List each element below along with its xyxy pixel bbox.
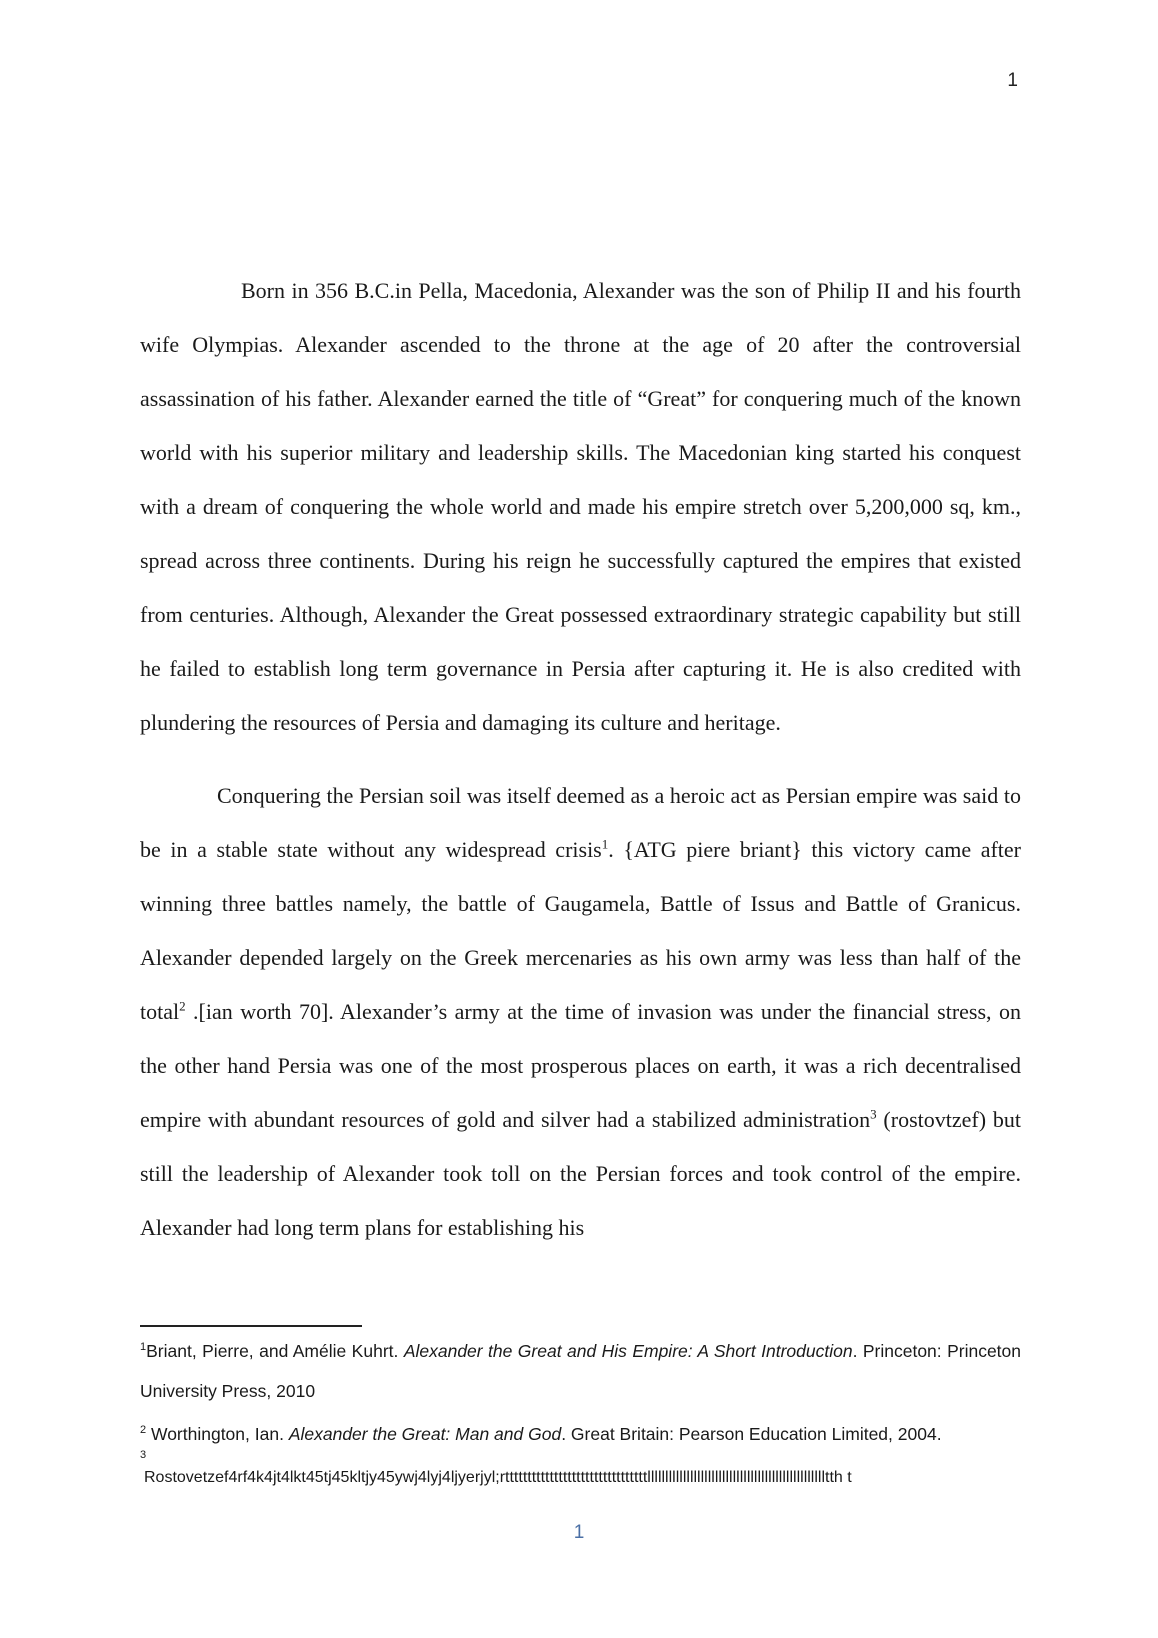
footnote-ref-1: 1 [601,836,609,852]
paragraph-2-segment-3: .[ian worth 70]. Alexander’s army at the time of invasion was under the financial stress, on the other hand Persia was one of the most prosperous places on earth, it was a rich decentralised empire with abundant resources of gold and silver had a stabilized administration [140,999,1021,1132]
paragraph-2 [140,769,1021,1255]
footnote-2-pre: Worthington, Ian. [146,1424,289,1444]
footnote-2-post: . Great Britain: Pearson Education Limited, 2004. [561,1424,942,1444]
footnote-3-mark: 3 [140,1449,147,1461]
footnote-3: Rostovetzef4rf4k4jt4lkt45tj45kltjy45ywj4lyj4ljyerjyl;rttttttttttttttttttttttttttttttttlllllllllllllllllllllllllllllllllllllllllllllllllltth t [144,1469,852,1486]
footnote-2-mark: 2 [140,1424,147,1437]
paragraph-2-segment-1: Conquering the Persian soil was itself deemed as a heroic act as Persian empire was said to be in a stable state without any widespread crisis [140,783,1021,862]
footnote-2 [140,1421,1021,1447]
paragraph-1: Born in 356 B.C.in Pella, Macedonia, Alexander was the son of Philip II and his fourth wife Olympias. Alexander ascended to the throne at the age of 20 after the controversial assassination of his father. Alexander earned the title of “Great” for conquering much of the known world with his superior military and leadership skills. The Macedonian king started his conquest with a dream of conquering the whole world and made his empire stretch over 5,200,000 sq, km., spread across three continents. During his reign he successfully captured the empires that existed from centuries. Although, Alexander the Great possessed extraordinary strategic capability but still he failed to establish long term governance in Persia after capturing it. He is also credited with plundering the resources of Persia and damaging its culture and heritage. [140,278,1021,735]
footer-page-number: 1 [573,1522,585,1543]
footnote-1-pre: Briant, Pierre, and Amélie Kuhrt. [146,1341,404,1361]
footnote-ref-3: 3 [870,1106,877,1122]
body-text [140,264,1021,1255]
footnote-ref-2: 2 [179,998,186,1014]
footnotes [140,1331,1021,1493]
header-page-number: 1 [1007,70,1018,91]
footnote-separator [140,1325,362,1327]
footnote-1-mark: 1 [140,1341,147,1354]
paragraph-2-segment-4: (rostovtzef) but still the leadership of Alexander took toll on the Persian forces and took control of the empire. Alexander had long term plans for establishing his [140,1107,1021,1240]
footnote-2-title: Alexander the Great: Man and God [288,1424,562,1444]
paragraph-2-segment-2: . {ATG piere briant} this victory came after winning three battles namely, the battle of Gaugamela, Battle of Issus and Battle of Granicus. Alexander depended largely on the Greek mercenaries as his own army was less than half of the total [140,837,1021,1024]
footnote-1-post: . Princeton: Princeton University Press, 2010 [140,1341,1022,1401]
footnote-1 [140,1331,1021,1411]
footnote-1-title: Alexander the Great and His Empire: A Short Introduction [403,1341,853,1361]
